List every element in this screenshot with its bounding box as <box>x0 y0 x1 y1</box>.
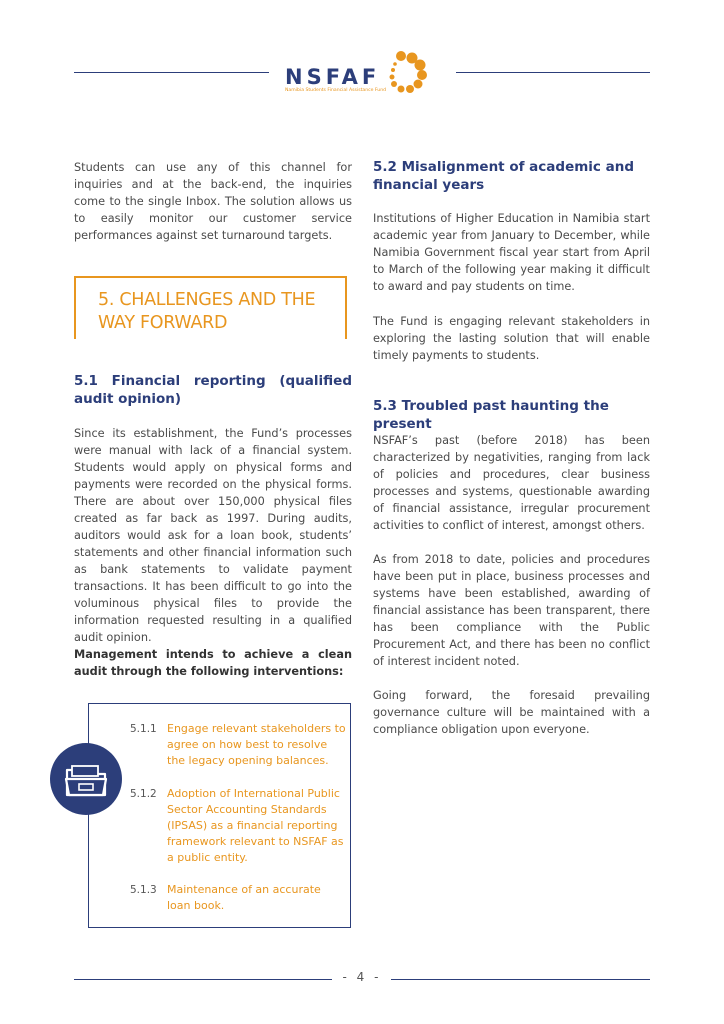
section-5-3-body-3 <box>373 687 650 738</box>
section-5-2-paragraph-1: Institutions of Higher Education in Namibia start academic year from January to December, while Namibia Government fiscal year start from April to March of the following year making it difficult to award and pay students on time. <box>373 212 650 293</box>
challenges-title-line1: 5. CHALLENGES AND THE <box>98 290 316 310</box>
management-statement <box>74 646 352 680</box>
section-5-3-paragraph-3: Going forward, the foresaid prevailing governance culture will be maintained with a compliance obligation upon everyone. <box>373 689 650 736</box>
challenges-title-box <box>74 276 347 339</box>
section-5-3-paragraph-1: NSFAF’s past (before 2018) has been characterized by negativities, ranging from lack of policies and procedures, clear business processes and systems, questionable awarding of financial assistance, irregular procurement activities to conflict of interest, amongst others. <box>373 434 650 532</box>
section-5-1-body <box>74 425 352 646</box>
folder-badge <box>50 743 122 815</box>
intro-text: Students can use any of this channel for inquiries and at the back-end, the inquiries come to the single Inbox. The solution allows us to easily monitor our customer service performances against set turnaround targets. <box>74 161 352 242</box>
list-item-number: 5.1.1 <box>130 723 157 735</box>
nsfaf-logo <box>285 50 445 100</box>
management-text: Management intends to achieve a clean audit through the following interventions: <box>74 648 352 678</box>
list-item-number: 5.1.3 <box>130 884 157 896</box>
logo-subtitle: Namibia Students Financial Assistance Fund <box>285 88 387 93</box>
list-item-text: Engage relevant stakeholders to agree on how best to resolve the legacy opening balances. <box>167 722 346 767</box>
section-5-3-body-2 <box>373 551 650 670</box>
section-5-2 <box>373 158 650 194</box>
logo-text: NSFAF <box>285 65 381 89</box>
section-5-2-paragraph-2: The Fund is engaging relevant stakeholders in exploring the lasting solution that will enable timely payments to students. <box>373 315 650 362</box>
section-5-2-body-2 <box>373 313 650 364</box>
intro-paragraph <box>74 159 352 244</box>
section-5-1 <box>74 372 352 408</box>
folder-icon <box>50 743 122 815</box>
challenges-title-line2: WAY FORWARD <box>98 313 228 333</box>
list-item-text: Adoption of International Public Sector Accounting Standards (IPSAS) as a financial reporting framework relevant to NSFAF as a public entity. <box>167 787 344 864</box>
section-5-3-body <box>373 432 650 534</box>
page-number: - 4 - <box>342 970 382 984</box>
logo-dots-icon <box>377 50 437 98</box>
header-rule-left <box>74 72 269 73</box>
section-5-3-paragraph-2: As from 2018 to date, policies and procedures have been put in place, business processes and systems have been established, awarding of financial assistance has been transparent, there has been compliance with the Public Procurement Act, and there has been no conflict of interest incident noted. <box>373 553 650 668</box>
section-5-2-body <box>373 210 650 295</box>
footer-rule-right <box>391 979 650 980</box>
footer-rule-left <box>74 979 332 980</box>
header-rule-right <box>456 72 650 73</box>
section-5-1-text: Since its establishment, the Fund’s processes were manual with lack of a financial system. Students would apply on physical forms and payments were recorded on the physical forms. There are about over 150,000 physical files created as far back as 1997. During audits, auditors would ask for a loan book, students’ statements and other financial information such as bank statements to validate payment transactions. It has been difficult to go into the voluminous physical files to provide the information requested resulting in a qualified audit opinion. <box>74 427 352 644</box>
interventions-box <box>88 703 351 928</box>
list-item-number: 5.1.2 <box>130 788 157 800</box>
section-5-3-heading: 5.3 Troubled past haunting the present <box>373 398 609 432</box>
section-5-1-heading: 5.1 Financial reporting (qualified audit opinion) <box>74 373 352 407</box>
challenges-title <box>98 289 315 335</box>
section-5-3 <box>373 397 650 433</box>
section-5-2-heading: 5.2 Misalignment of academic and financial years <box>373 159 635 193</box>
list-item-text: Maintenance of an accurate loan book. <box>167 883 321 912</box>
